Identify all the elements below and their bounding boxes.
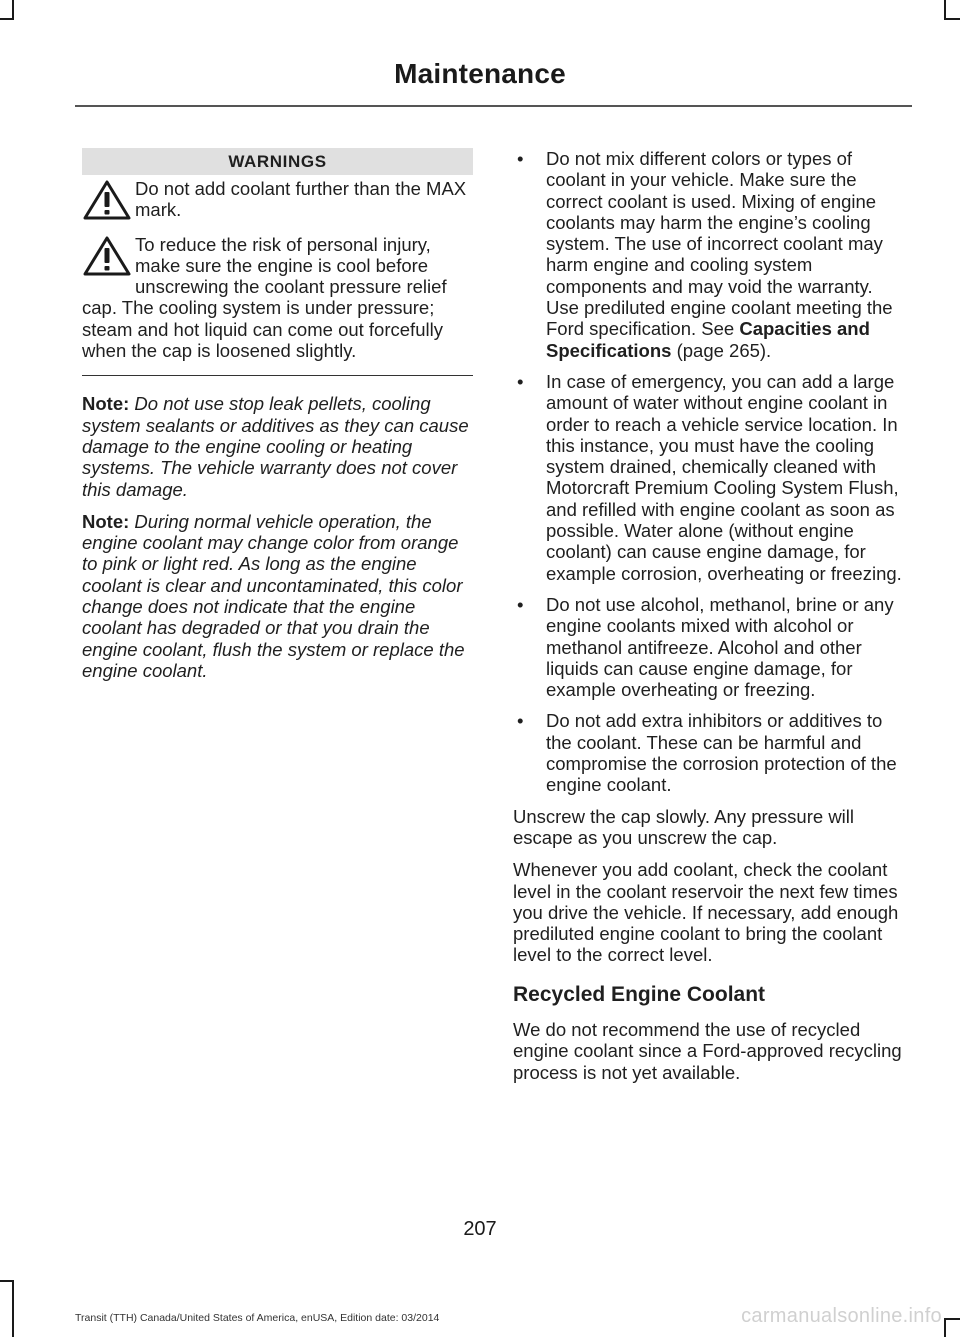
crop-mark xyxy=(944,18,960,20)
warning-text: Do not add coolant further than the MAX mark. xyxy=(135,178,467,221)
watermark: carmanualsonline.info xyxy=(741,1305,942,1327)
page-reference: (page 265). xyxy=(676,339,772,361)
list-item-text: Do not add extra inhibitors or additives to the coolant. These can be harmful and compromise the corrosion protection of the engine coolant. xyxy=(546,710,897,796)
page-header xyxy=(0,58,960,90)
section-heading: Recycled Engine Coolant xyxy=(513,982,766,1006)
page-title: Maintenance xyxy=(394,58,566,89)
list-item xyxy=(513,148,908,361)
list-item-text: In case of emergency, you can add a large amount of water without engine coolant in order to reach a vehicle service location. In this instance, you must have the cooling system drained, chemically cleaned with Motorcraft Premium Cooling System Flush, and refilled with engine coolant as soon as possible. Water alone (without engine coolant) can cause engine damage, for example corrosion, overheating or freezing. xyxy=(546,370,902,584)
left-column xyxy=(82,148,473,692)
warning-triangle-icon xyxy=(82,179,132,221)
warnings-heading: WARNINGS xyxy=(82,148,473,175)
warning-triangle-icon xyxy=(82,235,132,277)
note-label: Note: xyxy=(82,510,130,532)
body-paragraph: Unscrew the cap slowly. Any pressure will escape as you unscrew the cap. xyxy=(513,805,855,848)
bullet-marker: • xyxy=(517,710,524,732)
edition-footer: Transit (TTH) Canada/United States of America, enUSA, Edition date: 03/2014 xyxy=(75,1312,440,1324)
body-paragraph: Whenever you add coolant, check the coolant level in the coolant reservoir the next few times you drive the vehicle. If necessary, add enough prediluted engine coolant to bring the coolant level to the correct level. xyxy=(513,859,899,966)
note-text: During normal vehicle operation, the engine coolant may change color from orange to pink or light red. As long as the engine coolant is clear and uncontaminated, this color change does not indicate that the engine coolant has degraded or that you drain the engine coolant, flush the system or replace the engine coolant. xyxy=(82,510,465,681)
section-paragraph: We do not recommend the use of recycled engine coolant since a Ford-approved recycling process is not yet available. xyxy=(513,1018,902,1083)
header-divider xyxy=(75,105,912,107)
bullet-marker: • xyxy=(517,370,524,392)
list-item xyxy=(513,371,908,584)
list-item-text: Do not mix different colors or types of coolant in your vehicle. Make sure the correct coolant is used. Mixing of engine coolants may harm the engine’s cooling system. The use of incorrect coolant may harm engine and cooling system components and may void the warranty. Use prediluted engine coolant meeting the Ford specification. See xyxy=(546,148,893,340)
warnings-box xyxy=(82,148,473,376)
note-text: Do not use stop leak pellets, cooling system sealants or additives as they can cause damage to the engine cooling or heating systems. The vehicle warranty does not cover this damage. xyxy=(82,393,469,500)
list-item xyxy=(513,594,908,700)
crop-mark xyxy=(944,0,946,20)
crop-mark xyxy=(944,1318,960,1320)
cross-reference-link[interactable]: Capacities and Specifications xyxy=(546,318,870,361)
note xyxy=(82,393,473,499)
warning-item xyxy=(82,234,473,362)
note-label: Note: xyxy=(82,393,130,415)
list-item-text: Do not use alcohol, methanol, brine or any engine coolants mixed with alcohol or methanol antifreeze. Alcohol and other liquids can cause engine damage, for example overheating or freezing. xyxy=(546,593,894,701)
crop-mark xyxy=(944,1318,946,1337)
page-number: 207 xyxy=(463,1218,497,1240)
bullet-marker: • xyxy=(517,593,524,615)
note xyxy=(82,511,473,681)
crop-mark xyxy=(0,18,14,20)
crop-mark xyxy=(12,0,14,20)
crop-mark xyxy=(12,1280,14,1337)
right-column xyxy=(513,148,908,1094)
crop-mark xyxy=(0,1280,14,1282)
bullet-marker: • xyxy=(517,148,524,169)
warning-text: To reduce the risk of personal injury, make sure the engine is cool before unscrewing the coolant pressure relief cap. The cooling system is under pressure; steam and hot liquid can come out forcefully when the cap is loosened slightly. xyxy=(82,233,447,362)
coolant-bullet-list xyxy=(513,148,908,796)
list-item xyxy=(513,710,908,795)
warning-item xyxy=(82,178,473,221)
